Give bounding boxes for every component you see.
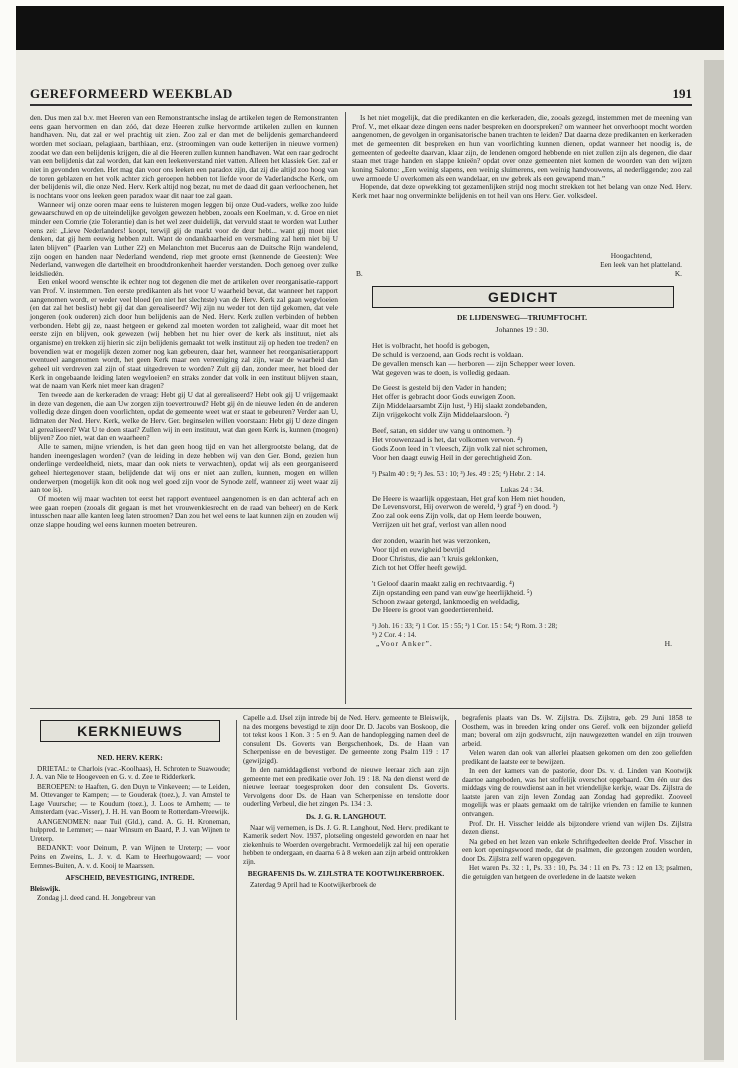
- kerknieuws-column-2: [243, 714, 449, 890]
- scan-border-top: [16, 6, 724, 50]
- poem-line: Zijn vrijgekocht volk Zijn Middelaarsloon. ²): [372, 410, 510, 420]
- section-subheading: AFSCHEID, BEVESTIGING, INTREDE.: [65, 874, 195, 883]
- news-item: begrafenis plaats van Ds. W. Zijlstra. Ds. Zijlstra, geb. 29 Juni 1858 te Oosthem, was in breeden kring onder ons Geref. volk een bijzonder geliefd man; boveral om zijn godsvrucht, zijn nauwgezetten wandel en zijn trouwen arbeid.: [462, 714, 692, 748]
- poem-section: [352, 314, 692, 650]
- page-number: 191: [672, 86, 692, 101]
- news-item: In den namiddagdienst verbond de nieuwe leeraar zich aan zijn gemeente met een predikatie over Joh. 19 : 18. Na den dienst werd de nieuwe leeraar toegesproken door den consulent Ds. Goverts. Vervolgens door Ds. de Haan van Scherpenisse en tenslotte door ouderling Verbeul, die het zingen Ps. 134 : 3.: [243, 766, 449, 809]
- poem-line: Zijn Middelaarsambt Zijn lust, ¹) Hij slaakt zondebanden,: [372, 401, 547, 411]
- poem-line: De Heere is groot van goedertierenheid.: [372, 605, 494, 615]
- poem-footnotes: ⁵) 2 Cor. 4 : 14.: [372, 631, 417, 640]
- article-paragraph: Is het niet mogelijk, dat die predikanten en die kerkeraden, die, zooals gezegd, instemmen met de meening van Prof. V., met elkaar deze dingen eens nader bespreken en doorspreken? om wanneer het onverhoopt mocht worden aangenomen, de gevolgen in organisatorische banen trachten te leiden? Dat daarna deze predikanten en kerkeraden met de gemeenten dit bespreken en hun van voorlichting kunnen dienen, opdat wanneer het noodig is, de gemeenten of gedeelte daarvan, klaar zijn, de lendenen omgord hebbende en niet zullen zijn als degenen, die daar staan met trage handen en slappe knieën? opdat over onze gemeenten niet komen de woorden van den wijzen koning Salomo: „Een weinig slapens, een weinig sluimerens, een weinig handvouwens, al nederliggende; zoo zal uwe armoede U overkomen als een wandelaar, en uw gebrek als een gewapend man.”: [352, 113, 692, 183]
- poem-line: der zonden, waarin het was verzonken,: [372, 536, 491, 546]
- news-item: AANGENOMEN: naar Tuil (Gld.), cand. A. G. H. Kroneman, hulppred. te Lemmer; — naar Winsum en Baard, P. J. van Wijnen te Ureterp.: [30, 817, 230, 843]
- poem-line: De Levensvorst, Hij overwon de wereld, ¹) graf ²) en dood. ³): [372, 502, 558, 512]
- poem-line: Zich tot het Offer heeft gewijd.: [372, 562, 467, 572]
- poem-stanza: [352, 537, 692, 573]
- poem-reference: Lukas 24 : 34.: [500, 484, 544, 494]
- letter-signoff: [352, 252, 692, 279]
- poem-reference: Johannes 19 : 30.: [495, 324, 549, 334]
- kerknieuws-banner-label: KERKNIEUWS: [77, 723, 183, 739]
- column-divider: [236, 720, 237, 1020]
- poem-source: „Voor Anker”.: [376, 639, 433, 649]
- poem-title: DE LIJDENSWEG—TRIUMFTOCHT.: [456, 313, 588, 322]
- news-item: Capelle a.d. IJsel zijn intrede bij de Ned. Herv. gemeente te Bleiswijk, na des morgens bevestigd te zijn door Dr. D. Jacobs van Boskoop, die tot tekst koos 1 Kon. 3 : 5 en 9. Aan de handoplegging namen deel de consulent Ds. Goverts van Bergschenhoek, Ds. de Haan van Scherpenisse en de bevestiger. De gemeente zong Psalm 119 : 17 (gewijzigd).: [243, 714, 449, 765]
- poem-line: Het offer is gebracht door Gods euwigen Zoon.: [372, 392, 516, 402]
- place-heading: Bleiswijk.: [30, 884, 61, 893]
- poem-stanza: [352, 384, 692, 420]
- kerknieuws-banner: [40, 720, 220, 742]
- signoff-sender: Een leek van het platteland.: [600, 259, 682, 269]
- column-divider: [345, 112, 346, 704]
- poem-line: De schuld is verzoend, aan Gods recht is voldaan.: [372, 349, 524, 359]
- poem-footnotes: ¹) Psalm 40 : 9; ²) Jes. 53 : 10; ³) Jes. 49 : 25; ⁴) Hebr. 2 : 14.: [372, 469, 546, 478]
- poem-line: Door Christus, die aan 't kruis geklonken,: [372, 553, 499, 563]
- poem-line: Het is volbracht, het hoofd is gebogen,: [372, 340, 490, 350]
- news-item: BEROEPEN: te Haaften, G. den Duyn te Vinkeveen; — te Leiden, M. Ottevanger te Kampen; — te Gouderak (toez.), J. van Amstel te Lage Vuursche; — te Koudum (toez.), J. Loos te Arnhem; — te Amsterdam (vac.-Visser), J. H. H. van Boom te Rotterdam-Vreewijk.: [30, 782, 230, 817]
- poem-line: Zijn opstanding een pand van euw'ge heerlijkheid. ⁵): [372, 587, 533, 597]
- header-rule: [30, 104, 692, 106]
- gedicht-banner: [372, 286, 674, 308]
- article-paragraph: Een enkel woord wenschte ik echter nog tot degenen die met de artikelen over reorganisatie-rapport van Prof. V. instemmen. Ten eerste predikanten als het voor U waarheid bevat, dat wanneer het rapport aangenomen wordt, er weder veel bloed (en niet het slechtste) van de Herv. Kerk zal gaan wegvloeien (en dat zal het beslist) hebt gij dat dan gerealiseerd? Wij zijn nu weder tot den tijd gekomen, dat vele jongeren (ook ouderen) zich door hun belijdenis aan de Ned. Herv. Kerk zullen verbinden of hebben verbonden. Hebt gij ze, naast hetgeen er gekend zal moeten worden tot zaligheid, waar dit moet het eerste zijn en blijven, ook gewezen (wij hebben het nu hier over de kerk als instituut, niet als organisme) en trekken zij hierin sic zijn belijdenis gemaakt tot welk instituut zij op heden toe treden? en bovendien wat er mogelijk dezen zomer nog kan gebeuren, daar het, wanneer het reorganisatierapport eventueel aangenomen wordt, het geen Kerk maar een vereeniging zal zijn, waar de waarheid dan geheel uit verdreven zal zijn of staat uitgedreven te worden? Zult gij dan, zonder meer, het bloed der Kerk in ongebaande leiding laten wegvloeien? en straks zonder dat volk in een instituut blijven staan, wat de naam van Kerk niet meer kan dragen?: [30, 277, 338, 391]
- article-paragraph: Ten tweede aan de kerkeraden de vraag: Hebt gij U dat al gerealiseerd? Hebt ook gij U vrijgemaakt in deze van degenen, die aan Uw zorgen zijn toevertrouwd? Hebt gij én de nieuwe leden én de anderen volledig deze dingen doen voorlichten, opdat de gemeente weet wat er staat te gebeuren? Verder aan U, lidmaten der Ned. Herv. Kerk, welke de Herv. Ger. beginselen willen voorstaan: Hebt gij U deze dingen al gerealiseerd? Wat U te doen staat? Zullen wij in een instituut, wat dan geen Kerk is, kunnen (mogen) blijven? Zoo niet, wat dan en waarheen?: [30, 390, 338, 443]
- news-item: Velen waren dan ook van allerlei plaatsen gekomen om den zoo geliefden predikant de laatste eer te bewijzen.: [462, 749, 692, 766]
- poem-line: De Geest is gesteld bij den Vader in handen;: [372, 383, 507, 393]
- column-divider: [455, 720, 456, 1020]
- publication-title: GEREFORMEERD WEEKBLAD: [30, 86, 233, 101]
- section-rule: [30, 708, 692, 709]
- news-item: Zaterdag 9 April had te Kootwijkerbroek de: [250, 880, 377, 889]
- church-heading: NED. HERV. KERK:: [97, 754, 163, 762]
- news-item: Prof. Dr. H. Visscher leidde als bijzondere vriend van wijlen Ds. Zijlstra dezen dienst.: [462, 819, 692, 837]
- poem-line: De gevallen mensch kan — herboren — zijn Schepper weer loven.: [372, 358, 576, 368]
- news-item: In een der kamers van de pastorie, door Ds. v. d. Linden van Kootwijk daartoe aangeboden, was het stoffelijk overschot opgebaard. Om één uur des middags ving de rouwdienst aan in het vriendelijke kerkje, waar Ds. Zijlstra de laatste jaren van zijn leven Zondag aan Zondag had gepredikt. Zooveel mogelijk was er plaats gemaakt om de talrijke vrienden en familie te kunnen ontvangen.: [462, 767, 692, 819]
- article-paragraph: den. Dus men zal b.v. met Heeren van een Remonstrantsche inslag de artikelen tegen de Remonstranten eens gaan hervormen en dan zóó, dat deze Heeren zulke hervormde artikelen zullen en kunnen handhaven. Nu, dat zal er wel prachtig uit zien. Zoo zal er dan met de belijdenis gemarchandeerd worden met sociaan, pelagiaan, barthiaan, enz. (stroomingen van oude ketterijen in nieuwe vormen) zoodat we dan een belijdenis krijgen, die al die Heeren zullen kunnen handhaven. Wat een raar gedrocht van een belijdenis dat zal worden, dat kan een leekenverstand niet vatten. Alleen het klassiek Ger. zal er niet in gevonden worden. Het mag dan voor ons leeken een paradox zijn, dat zij die altijd zoo hoog van de toren geblazen en het volk achter zich geroepen hebben tot liefde voor de Vaderlandsche Kerk, om der belijdenis wil, die onze Ned. Herv. Kerk altijd nog bezat, nu met de daad dit gaan verloochenen, het is nochtans voor ons leeken geen paradox waar dit naar toe zal gaan.: [30, 113, 338, 200]
- article-paragraph: Wanneer wij onze ooren maar eens te luisteren mogen leggen bij onze Oud-vaders, welke zoo luide gewaarschuwd en op de uiteindelijke gevolgen gewezen hebben, zooals een Koelman, v. d. Groe en niet minder een Comrie (zie Tolerantie) dan is het wel zeer duidelijk, dat vervuld staat te worden wat Luther eens zei: „Lieve Nederlanders! koopt, terwijl gij de markt voor de deur hebt... want gij moet niet denken, dat gij hem eeuwig hebben zult. Want de ondankbaarheid en versmading zal hem niet bij U laten blijven” (Paarlen van Luther 22) en Melanchton met Bucerus aan de Duitsche Rijn wandelend, zijn oogen en handen naar Nederland wendend, riep met groote ernst (kennende de Geesten): Wee Nederland, vanwegen dle dartelheit en broodtdronkenheit haerder verstanden. Doch genoeg over zulke leidsliedén.: [30, 199, 338, 278]
- poem-line: Verrijzen uit het graf, verlost van allen nood: [372, 520, 507, 530]
- article-left-column: [30, 114, 338, 530]
- poem-stanza: [352, 342, 692, 378]
- poem-stanza: [352, 427, 692, 463]
- article-paragraph: Alle te samen, mijne vrienden, is het dan geen hoog tijd en van het allergrootste belang, dat de handen ineengeslagen worden? (van de leiding in deze hebben wij van den Ger. Bond, gezien hun onderlinge verdeeldheid, niets, maar dan ook niets te verwachten), opdat wij als een georganiseerd geheel hiertegenover staan, belijdende dat wij ons er niet aan zullen, kunnen, mogen en willen onderwerpen (mogelijk kon dit ook nog wel goed zijn voor de Synode zelf, wanneer zij weet waar zij aan toe is).: [30, 441, 338, 495]
- poem-line: Voor tijd en euwigheid bevrijd: [372, 545, 465, 555]
- poem-footnotes: ¹) Joh. 16 : 33; ²) 1 Cor. 15 : 55; ³) 1 Cor. 15 : 54; ⁴) Rom. 3 : 28;: [372, 622, 558, 631]
- poem-stanza: [352, 580, 692, 616]
- poem-line: Wat gegeven was te doen, is volledig gedaan.: [372, 367, 510, 377]
- signoff-greeting: Hoogachtend,: [610, 251, 652, 260]
- news-item: Naar wij vernemen, is Ds. J. G. R. Langhout, Ned. Herv. predikant te Kamerik sedert Nov. 1937, plotseling ongesteld geworden en naar het ziekenhuis te Woerden overgebracht. Vermoedelijk zal hij een operatie hebben te ondergaan, en daarna 6 à 8 weken aan zijn arbeid onttrokken zijn.: [243, 823, 449, 866]
- signoff-initial-left: B.: [356, 268, 363, 278]
- poem-line: Voor hen daagt euwig Heil in der gerechtigheid Zon.: [372, 452, 532, 462]
- article-paragraph: Of moeten wij maar wachten tot eerst het rapport eventueel aangenomen is en dan achteraf ach en wee gaan roepen (zooals dit gegaan is met het vrouwenkiesrecht en de raad van beheer) en de Kerk intusschen naar alle kanten leeg laten stroomen? Dan zou het wel eens te laat kunnen zijn en zouden wij onze slappe houding wel eens kunnen moeten betreuren.: [30, 493, 338, 529]
- poem-line: 't Geloof daarin maakt zalig en rechtvaardig. ⁴): [372, 578, 515, 588]
- article-right-column: [352, 114, 692, 201]
- kerknieuws-column-3: [462, 714, 692, 882]
- news-heading: BEGRAFENIS Ds. W. ZIJLSTRA TE KOOTWIJKERBROEK.: [247, 870, 445, 879]
- poem-line: Het vrouwenzaad is het, dat volkomen verwon. ⁴): [372, 434, 523, 444]
- poem-stanza: [352, 495, 692, 531]
- poem-line: De Heere is waarlijk opgestaan, Het graf kon Hem niet houden,: [372, 493, 566, 503]
- scan-shadow-right: [704, 60, 724, 1060]
- news-item: Het waren Ps. 32 : 1, Ps. 33 : 10, Ps. 34 : 11 en Ps. 73 : 12 en 13; psalmen, die getuigden van hetgeen de overledene in de laatste weken: [462, 864, 692, 881]
- article-paragraph: Hopende, dat deze opwekking tot gezamenlijken strijd nog mocht strekken tot het belang van onze Ned. Herv. Kerk met haar nog onverminkte belijdenis en tot heil van ons Herv. Ger. volksdeel.: [352, 182, 692, 200]
- kerknieuws-column-1: [30, 750, 230, 904]
- poem-line: Gods Zoon leed in 't vleesch, Zijn volk zal niet schromen,: [372, 443, 548, 453]
- poem-line: Zoo zal ook eens Zijn volk, dat op Hem leerde bouwen,: [372, 511, 542, 521]
- signoff-initial-right: K.: [674, 268, 682, 278]
- news-item: Zondag j.l. deed cand. H. Jongebreur van: [37, 894, 156, 903]
- gedicht-banner-label: GEDICHT: [488, 289, 558, 305]
- poem-line: Schoon zwaar getergd, lankmoedig en weldadig,: [372, 596, 520, 606]
- news-item: Na gebed en het lezen van enkele Schriftgedeelten deelde Prof. Visscher in een kort openingswoord mede, dat de psalmen, die gezongen zouden worden, door Ds. Zijlstra zelf waren opgegeven.: [462, 837, 692, 863]
- poem-line: Beef, satan, en sidder uw vang u ontnomen. ³): [372, 426, 512, 436]
- poem-initial: H.: [664, 639, 672, 649]
- news-heading: Ds. J. G. R. LANGHOUT.: [306, 813, 386, 822]
- news-item: DRIETAL: te Charlois (vac.-Koolhaas), H. Schroten te Suawoude; J. A. van Nie te Hoogeveen en G. v. d. Zee te Ridderkerk.: [30, 764, 230, 782]
- news-item: BEDANKT: voor Deinum, P. van Wijnen te Ureterp; — voor Peins en Zweins, L. J. v. d. Kam te Heerhugowaard; — voor Eemnes-Buiten, A. v. d. Kooij te Maarssen.: [30, 844, 230, 870]
